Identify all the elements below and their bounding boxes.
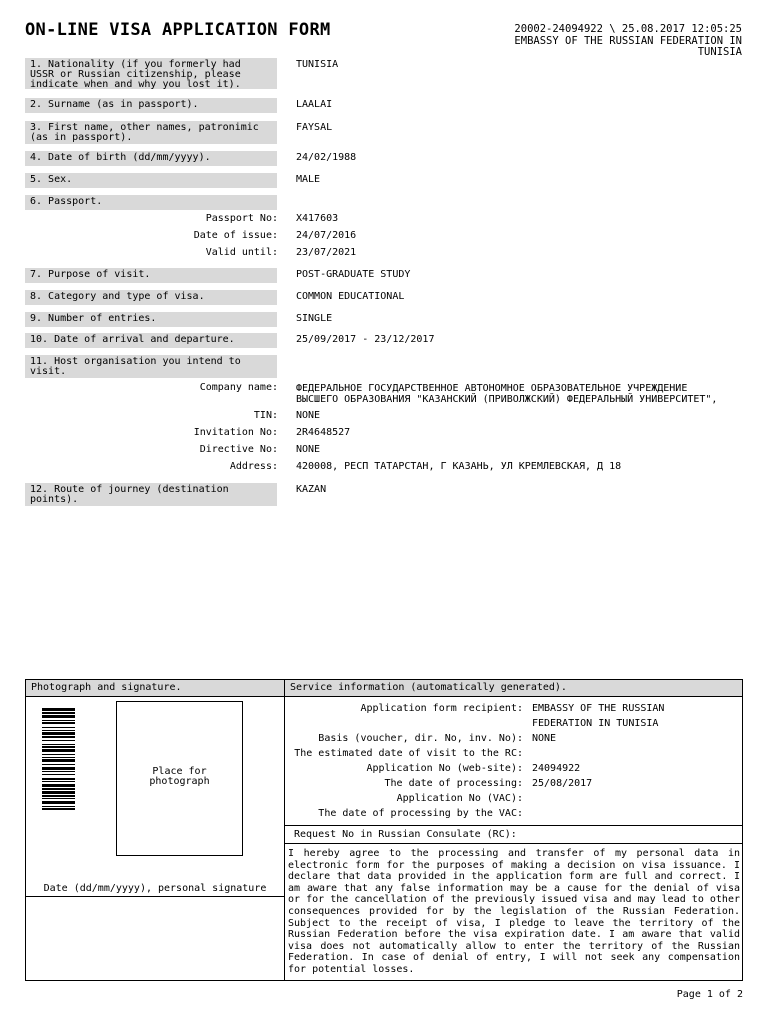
barcode-bar	[42, 708, 75, 711]
barcode-bar	[42, 740, 75, 741]
barcode-bar	[42, 744, 75, 745]
q8-value: COMMON EDUCATIONAL	[296, 291, 405, 302]
vac-date-label: The date of processing by the VAC:	[318, 808, 523, 819]
embassy-name-line1: EMBASSY OF THE RUSSIAN FEDERATION IN	[514, 34, 742, 47]
q9-label: 9. Number of entries.	[25, 312, 277, 327]
tin-value: NONE	[296, 410, 321, 421]
vertical-divider	[284, 680, 285, 980]
barcode-bar	[42, 764, 75, 765]
q5-value: MALE	[296, 174, 321, 185]
recipient-label: Application form recipient:	[360, 703, 523, 714]
tin-label: TIN:	[253, 410, 278, 421]
q3-label: 3. First name, other names, patronimic (as in passport).	[25, 121, 277, 144]
barcode-bar	[42, 784, 75, 787]
app-no-web-label: Application No (web-site):	[366, 763, 523, 774]
barcode-bar	[42, 722, 75, 724]
barcode-bar	[42, 759, 75, 762]
company-name-value: ФЕДЕРАЛЬНОЕ ГОСУДАРСТВЕННОЕ АВТОНОМНОЕ ОБРАЗОВАТЕЛЬНОЕ УЧРЕЖДЕНИЕ ВЫСШЕГО ОБРАЗОВАНИЯ "КАЗАНСКИЙ (ПРИВОЛЖСКИЙ) ФЕДЕРАЛЬНЫЙ УНИВЕРСИТЕТ",	[296, 383, 718, 405]
reference-number: 20002-24094922 \ 25.08.2017 12:05:25	[514, 23, 742, 35]
est-date-label: The estimated date of visit to the RC:	[294, 748, 523, 759]
barcode-bar	[42, 767, 75, 770]
request-top-divider	[285, 825, 742, 826]
barcode-bar	[42, 798, 75, 799]
barcode-bar	[42, 754, 75, 755]
q12-label: 12. Route of journey (destination points).	[25, 483, 277, 506]
q4-label: 4. Date of birth (dd/mm/yyyy).	[25, 151, 277, 166]
photo-placeholder-text: Place for photograph	[149, 766, 210, 787]
q6-label: 6. Passport.	[25, 195, 277, 210]
app-no-web-value: 24094922	[532, 763, 581, 774]
passport-issue-value: 24/07/2016	[296, 230, 357, 241]
passport-no-label: Passport No:	[205, 213, 278, 224]
embassy-name-line2: TUNISIA	[697, 46, 742, 58]
barcode-bar	[42, 781, 75, 782]
page-number: Page 1 of 2	[676, 989, 743, 1000]
invitation-label: Invitation No:	[193, 427, 278, 438]
barcode-bar	[42, 746, 75, 748]
address-label: Address:	[229, 461, 278, 472]
q8-label: 8. Category and type of visa.	[25, 290, 277, 305]
barcode-bar	[42, 736, 75, 738]
address-value: 420008, РЕСП ТАТАРСТАН, Г КАЗАНЬ, УЛ КРЕМЛЕВСКАЯ, Д 18	[296, 461, 622, 472]
directive-label: Directive No:	[199, 444, 278, 455]
barcode-bar	[42, 715, 75, 718]
invitation-value: 2R4648527	[296, 427, 351, 438]
q1-label: 1. Nationality (if you formerly had USSR or Russian citizenship, please indicate when and why you lost it).	[25, 58, 277, 89]
barcode-bar	[42, 774, 75, 775]
request-no-label: Request No in Russian Consulate (RC):	[294, 829, 517, 840]
q12-value: KAZAN	[296, 484, 327, 495]
barcode-bar	[42, 806, 75, 807]
barcode-bar	[42, 808, 75, 810]
app-no-vac-label: Application No (VAC):	[396, 793, 523, 804]
q2-label: 2. Surname (as in passport).	[25, 98, 277, 113]
barcode-bar	[42, 788, 75, 790]
processing-date-label: The date of processing:	[384, 778, 523, 789]
passport-valid-label: Valid until:	[205, 247, 278, 258]
service-section-heading: Service information (automatically generated).	[285, 680, 742, 696]
signature-divider	[26, 896, 284, 897]
directive-value: NONE	[296, 444, 321, 455]
form-title: ON-LINE VISA APPLICATION FORM	[25, 20, 331, 40]
q2-value: LAALAI	[296, 99, 333, 110]
barcode-bar	[42, 771, 75, 772]
passport-valid-value: 23/07/2021	[296, 247, 357, 258]
q5-label: 5. Sex.	[25, 173, 277, 188]
barcode-bar	[42, 732, 75, 735]
barcode-bar	[42, 727, 75, 728]
barcode-bar	[42, 801, 75, 804]
date-signature-label: Date (dd/mm/yyyy), personal signature	[43, 883, 267, 894]
processing-date-value: 25/08/2017	[532, 778, 593, 789]
q10-label: 10. Date of arrival and departure.	[25, 333, 277, 348]
header-reference	[442, 24, 742, 59]
barcode-bar	[42, 749, 75, 752]
company-name-label: Company name:	[199, 382, 278, 393]
q10-value: 25/09/2017 - 23/12/2017	[296, 334, 435, 345]
photo-placeholder-box	[116, 701, 243, 856]
barcode-bar	[42, 791, 75, 794]
photo-service-box	[25, 679, 743, 981]
basis-label: Basis (voucher, dir. No, inv. No):	[318, 733, 523, 744]
barcode-bar	[42, 730, 75, 731]
header-divider	[26, 696, 742, 697]
q3-value: FAYSAL	[296, 122, 333, 133]
recipient-value: EMBASSY OF THE RUSSIAN FEDERATION IN TUNISIA	[532, 703, 665, 729]
q9-value: SINGLE	[296, 313, 333, 324]
q7-label: 7. Purpose of visit.	[25, 268, 277, 283]
barcode-bar	[42, 795, 75, 797]
barcode-bar	[42, 757, 75, 758]
q11-label: 11. Host organisation you intend to visit.	[25, 355, 277, 378]
q1-value: TUNISIA	[296, 59, 339, 70]
consent-text: I hereby agree to the processing and transfer of my personal data in electronic form for the purposes of making a decision on visa issuance. I declare that data provided in the application form are full and correct. I am aware that any false information may be a cause for the denial of visa or for the cancellation of the previously issued visa and may lead to other consequences provided for by the legislation of the Russian Federation. Subject to the receipt of visa, I pledge to leave the territory of the Russian Federation before the visa expiration date. I am aware that valid visa does not automatically allow to enter the territory of the Russian Federation. In case of denial of entry, I will not seek any compensation for potential losses.	[288, 848, 740, 975]
passport-issue-label: Date of issue:	[193, 230, 278, 241]
barcode-bar	[42, 778, 75, 780]
basis-value: NONE	[532, 733, 557, 744]
request-bottom-divider	[285, 843, 742, 844]
barcode-bar	[42, 712, 75, 714]
q4-value: 24/02/1988	[296, 152, 357, 163]
passport-no-value: X417603	[296, 213, 339, 224]
photo-section-heading: Photograph and signature.	[26, 680, 284, 696]
q7-value: POST-GRADUATE STUDY	[296, 269, 411, 280]
barcode-bar	[42, 720, 75, 721]
barcode-image	[42, 708, 75, 854]
